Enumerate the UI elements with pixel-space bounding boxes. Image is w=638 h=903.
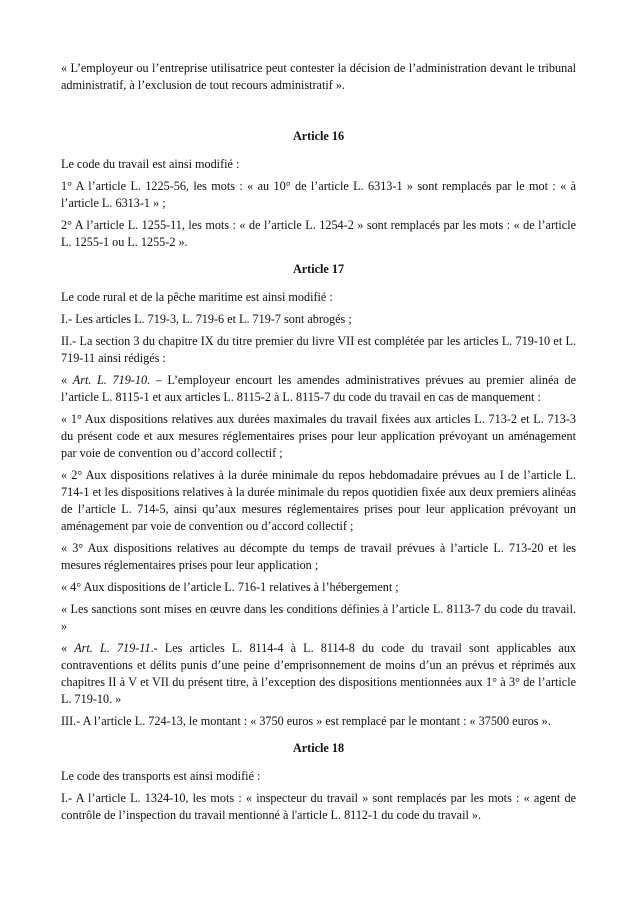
- article-16-heading: Article 16: [292, 129, 345, 143]
- intro-paragraph: « L’employeur ou l’entreprise utilisatrice peut contester la décision de l’administration devant le tribunal administratif, à l’exclusion de tout recours administratif ».: [61, 61, 576, 92]
- article-17-lead: Le code rural et de la pêche maritime est ainsi modifié :: [61, 290, 333, 304]
- article-17-heading: Article 17: [292, 262, 345, 276]
- article-16-lead: Le code du travail est ainsi modifié :: [61, 157, 240, 171]
- article-719-11-paragraph: [61, 640, 576, 708]
- article-17-point-3: « 3° Aux dispositions relatives au décompte du temps de travail prévues à l’article L. 713-20 et les mesures réglementaires prises pour leur application ;: [61, 541, 576, 572]
- article-16-item-1: 1° A l’article L. 1225-56, les mots : « au 10° de l’article L. 6313-1 » sont remplacés par le mot : « à l’article L. 6313-1 » ;: [61, 179, 576, 210]
- article-719-11-open-quote: «: [61, 641, 75, 655]
- article-18-lead: Le code des transports est ainsi modifié :: [61, 769, 261, 783]
- article-18-heading: Article 18: [292, 741, 345, 755]
- article-719-10-open-quote: «: [61, 373, 73, 387]
- article-17-item-III: III.- A l’article L. 724-13, le montant : « 3750 euros » est remplacé par le montant : « 37500 euros ».: [61, 714, 551, 728]
- article-17-point-2: « 2° Aux dispositions relatives à la durée minimale du repos hebdomadaire prévues au I de l’article L. 714-1 et les dispositions relatives à la durée minimale du repos quotidien fixée aux deux premiers alinéas de l’article L. 714-5, ainsi qu’aux mesures réglementaires prises pour leur application prévoyant un aménagement par voie de convention ou d’accord collectif ;: [61, 468, 576, 533]
- article-719-10-label: Art. L. 719-10: [72, 373, 148, 387]
- article-719-10-text: . – L’employeur encourt les amendes administratives prévues au premier alinéa de l’article L. 8115-1 et aux articles L. 8115-2 à L. 8115-7 du code du travail en cas de manquement :: [61, 373, 576, 404]
- article-17-point-4: « 4° Aux dispositions de l’article L. 716-1 relatives à l’hébergement ;: [61, 580, 399, 594]
- document-page: [61, 60, 576, 824]
- article-719-11-text: .- Les articles L. 8114-4 à L. 8114-8 du code du travail sont applicables aux contraventions et délits punis d’une peine d’emprisonnement de moins d’un an prévus et réprimés aux chapitres II à V et VII du présent titre, à l’exception des dispositions mentionnées aux 1° à 3° de l’article L. 719-10. »: [61, 641, 577, 706]
- article-17-point-1: « 1° Aux dispositions relatives aux durées maximales du travail fixées aux articles L. 713-2 et L. 713-3 du présent code et aux mesures réglementaires prises pour leur application prévoyant un aménagement par voie de convention ou d’accord collectif ;: [61, 412, 576, 460]
- article-18-item-I: I.- A l’article L. 1324-10, les mots : « inspecteur du travail » sont remplacés par les mots : « agent de contrôle de l’inspection du travail mentionné à l'article L. 8112-1 du code du travail ».: [61, 791, 576, 822]
- article-16-item-2: 2° A l’article L. 1255-11, les mots : « de l’article L. 1254-2 » sont remplacés par les mots : « de l’article L. 1255-1 ou L. 1255-2 ».: [61, 218, 576, 249]
- article-719-11-label: Art. L. 719-11: [74, 641, 151, 655]
- article-719-10-paragraph: [61, 372, 576, 406]
- article-17-item-II: II.- La section 3 du chapitre IX du titre premier du livre VII est complétée par les articles L. 719-10 et L. 719-11 ainsi rédigés :: [61, 334, 576, 365]
- article-17-item-I: I.- Les articles L. 719-3, L. 719-6 et L. 719-7 sont abrogés ;: [61, 312, 352, 326]
- article-17-sanctions: « Les sanctions sont mises en œuvre dans les conditions définies à l’article L. 8113-7 du code du travail. »: [61, 602, 576, 633]
